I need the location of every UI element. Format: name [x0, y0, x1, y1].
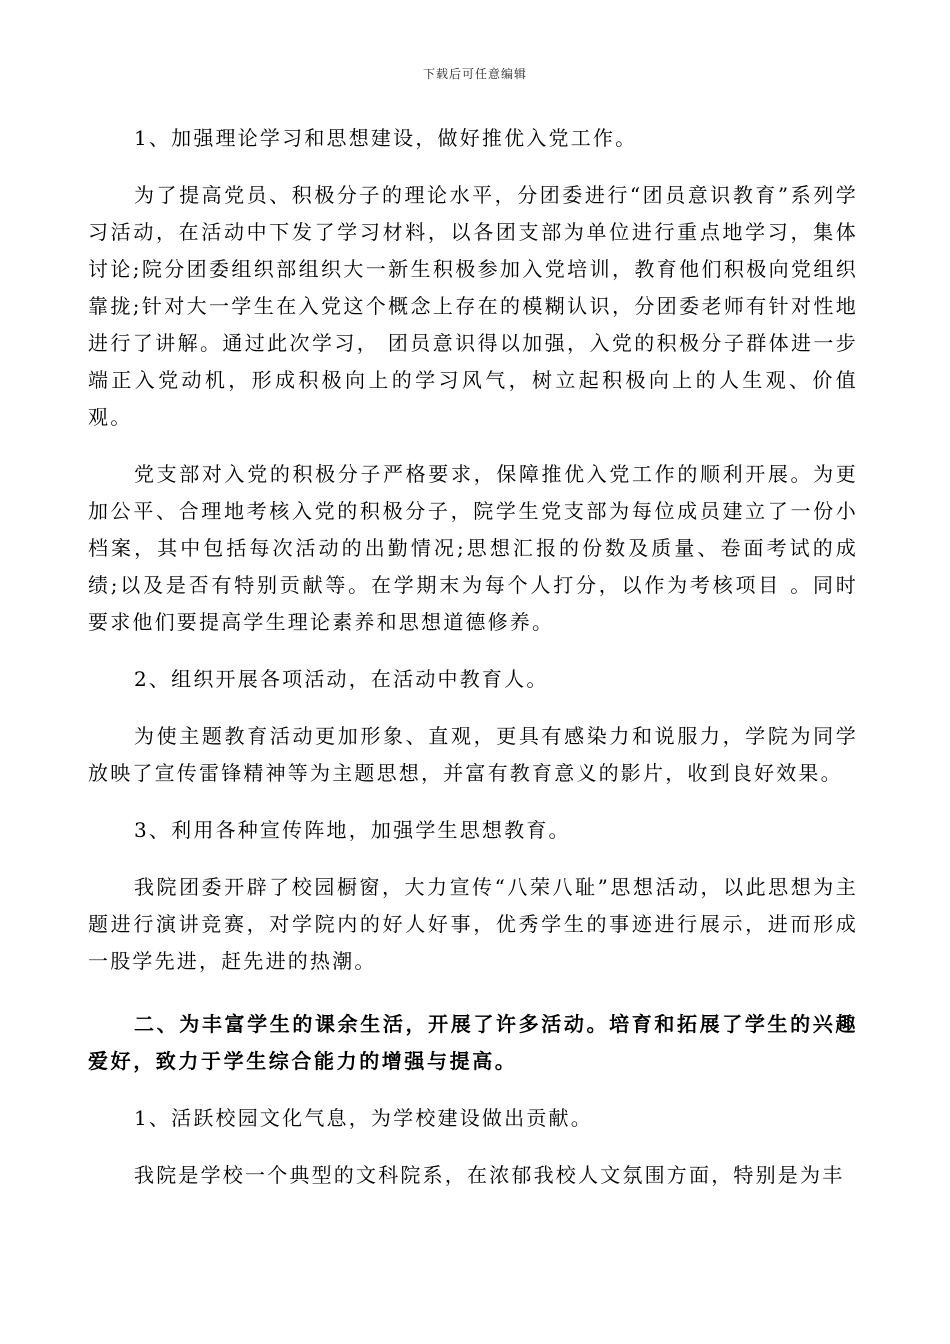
subheading-3: 3、利用各种宣传阵地，加强学生思想教育。: [134, 818, 571, 842]
paragraph-theme-education: 为使主题教育活动更加形象、直观，更具有感染力和说服力，学院为同学放映了宣传雷锋精神等为主题思想，并富有教育意义的影片，收到良好效果。: [88, 724, 858, 785]
document-body: [88, 120, 858, 1194]
paragraph-publicity: 我院团委开辟了校园橱窗，大力宣传“八荣八耻”思想活动，以此思想为主题进行演讲竞赛，对学院内的好人好事，优秀学生的事迹进行展示，进而形成一股学先进，赶先进的热潮。: [88, 875, 858, 973]
paragraph-party-branch: 党支部对入党的积极分子严格要求，保障推优入党工作的顺利开展。为更加公平、合理地考核入党的积极分子，院学生党支部为每位成员建立了一份小档案，其中包括每次活动的出勤情况;思想汇报的份数及质量、卷面考试的成绩;以及是否有特别贡献等。在学期末为每个人打分，以作为考核项目 。同时要求他们要提高学生理论素养和思想道德修养。: [88, 462, 858, 634]
section-heading-2: 二、为丰富学生的课余生活，开展了许多活动。培育和拓展了学生的兴趣爱好，致力于学生综合能力的增强与提高。: [88, 1012, 858, 1073]
subheading-2: 2、组织开展各项活动，在活动中教育人。: [134, 667, 549, 691]
page-header: 下载后可任意编辑: [422, 67, 527, 81]
paragraph-campus-culture: 我院是学校一个典型的文科院系，在浓郁我校人文氛围方面，特别是为丰: [134, 1163, 845, 1187]
subheading-1: 1、加强理论学习和思想建设，做好推优入党工作。: [134, 126, 638, 150]
subheading-section2-1: 1、活跃校园文化气息，为学校建设做出贡献。: [134, 1106, 593, 1130]
paragraph-theory-study: 为了提高党员、积极分子的理论水平，分团委进行“团员意识教育”系列学习活动，在活动中下发了学习材料，以各团支部为单位进行重点地学习，集体讨论;院分团委组织部组织大一新生积极参加入党培训，教育他们积极向党组织靠拢;针对大一学生在入党这个概念上存在的模糊认识，分团委老师有针对性地进行了讲解。通过此次学习， 团员意识得以加强，入党的积极分子群体进一步端正入党动机，形成积极向上的学习风气，树立起积极向上的人生观、价值观。: [88, 183, 858, 429]
